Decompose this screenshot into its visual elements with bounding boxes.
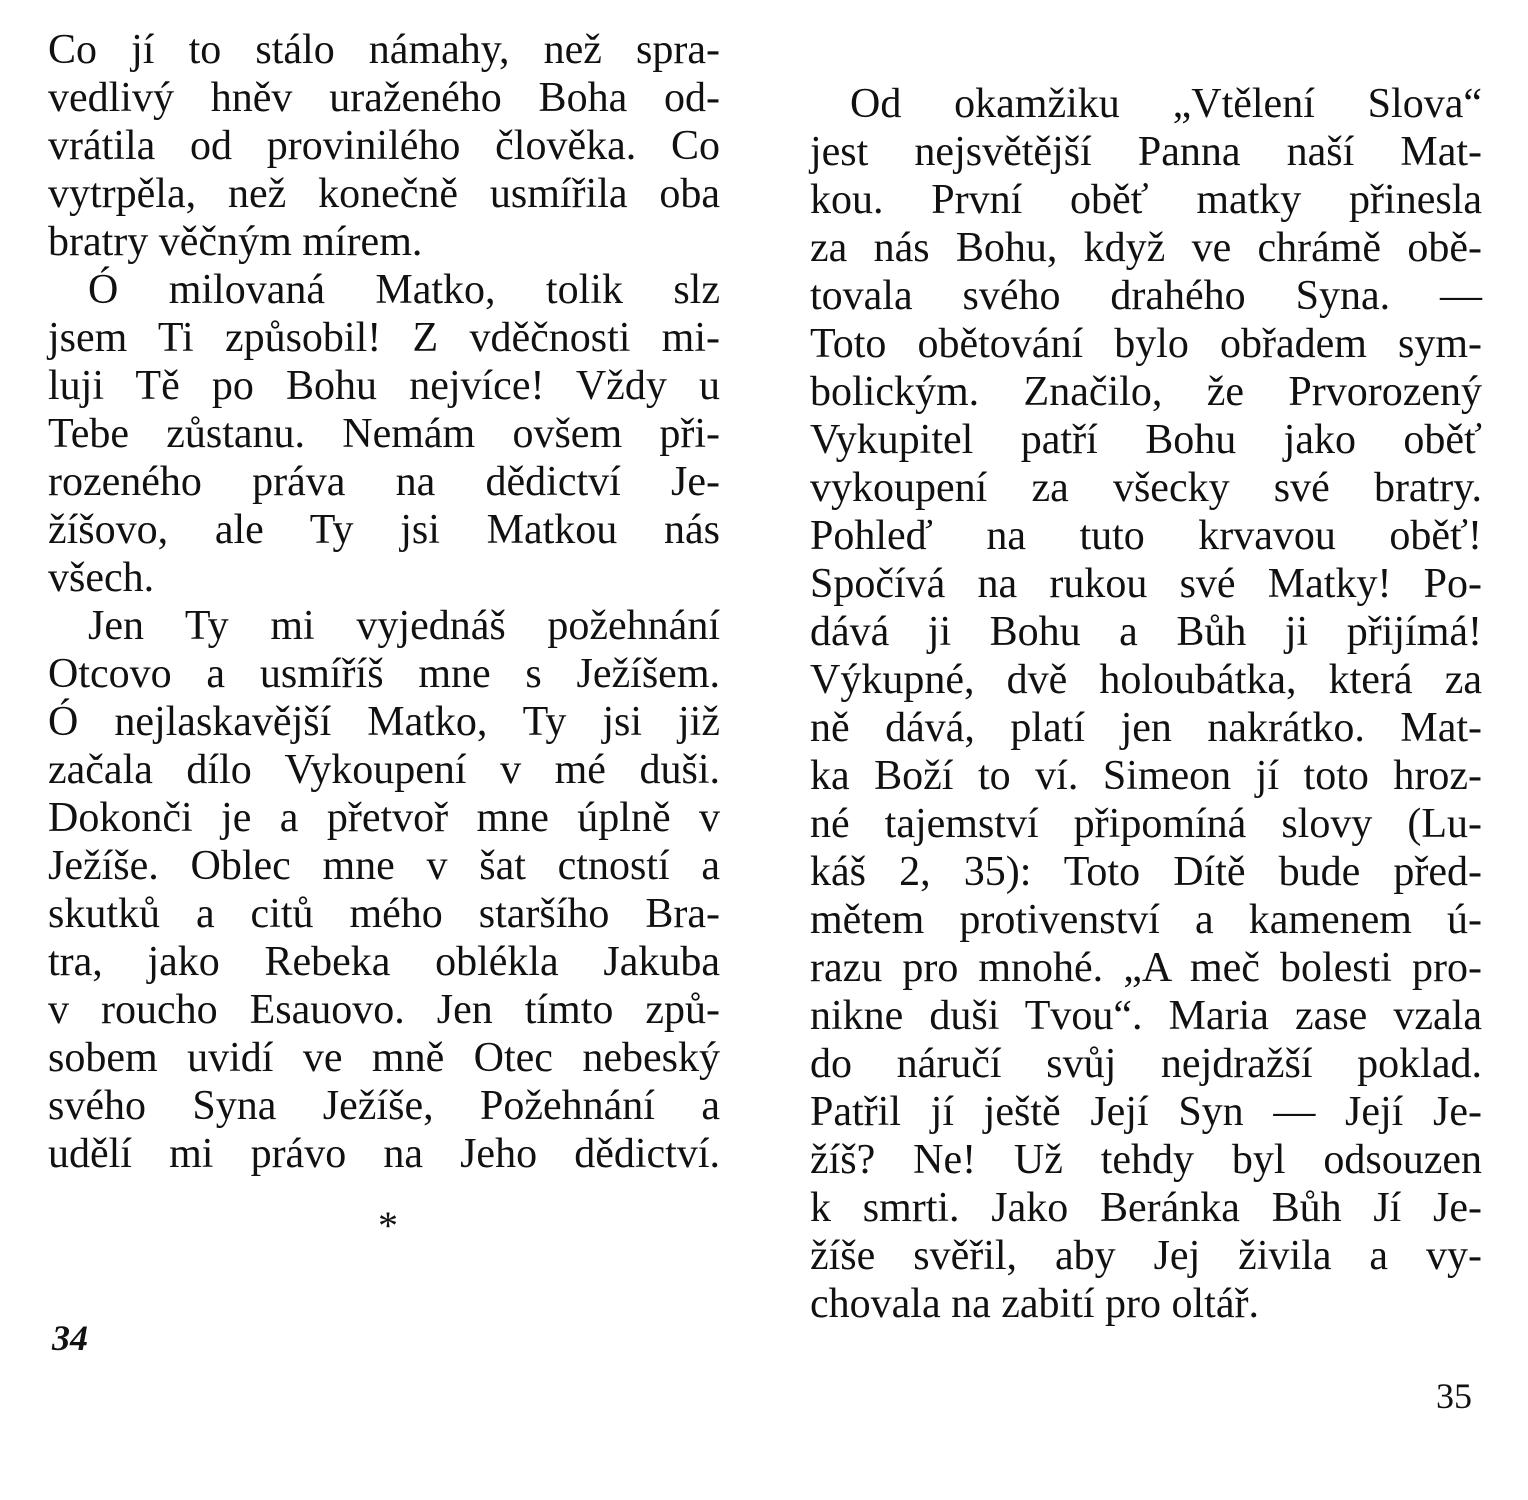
text-line: káš 2, 35): Toto Dítě bude před- <box>810 849 1482 895</box>
text-line: chovala na zabití pro oltář. <box>810 1281 1259 1327</box>
text-line: tra, jako Rebeka oblékla Jakuba <box>48 939 720 985</box>
text-line: kou. První oběť matky přinesla <box>810 177 1482 223</box>
text-line: všech. <box>48 555 155 601</box>
right-page <box>764 0 1528 1500</box>
page-number: 34 <box>52 1318 88 1358</box>
text-line: rozeného práva na dědictví Je- <box>48 459 720 505</box>
text-line: vedlivý hněv uraženého Boha od- <box>48 75 720 121</box>
text-line: Tebe zůstanu. Nemám ovšem při- <box>48 411 720 457</box>
text-line: skutků a citů mého staršího Bra- <box>48 891 720 937</box>
text-line: Co jí to stálo námahy, než spra- <box>48 27 720 73</box>
text-line: vrátila od provinilého člověka. Co <box>48 123 720 169</box>
text-line: žíš? Ne! Už tehdy byl odsouzen <box>810 1137 1482 1183</box>
text-line: žíše svěřil, aby Jej živila a vy- <box>810 1233 1482 1279</box>
text-line: luji Tě po Bohu nejvíce! Vždy u <box>48 363 720 409</box>
text-line: vykoupení za všecky své bratry. <box>810 465 1482 511</box>
text-line: Toto obětování bylo obřadem sym- <box>810 321 1482 367</box>
text-line: sobem uvidí ve mně Otec nebeský <box>48 1035 720 1081</box>
text-line: jest nejsvětější Panna naší Mat- <box>810 129 1482 175</box>
text-line: nikne duši Tvou“. Maria zase vzala <box>810 993 1482 1039</box>
text-line: Spočívá na rukou své Matky! Po- <box>810 561 1482 607</box>
text-line: ně dává, platí jen nakrátko. Mat- <box>810 705 1482 751</box>
text-line: bratry věčným mírem. <box>48 219 423 265</box>
text-line: v roucho Esauovo. Jen tímto způ- <box>48 987 720 1033</box>
text-line: Otcovo a usmíříš mne s Ježíšem. <box>48 651 720 697</box>
text-line: Pohleď na tuto krvavou oběť! <box>810 513 1482 559</box>
section-separator: * <box>378 1203 398 1248</box>
text-line: razu pro mnohé. „A meč bolesti pro- <box>810 945 1482 991</box>
text-line: k smrti. Jako Beránka Bůh Jí Je- <box>810 1185 1482 1231</box>
text-line: ka Boží to ví. Simeon jí toto hroz- <box>810 753 1482 799</box>
text-line: žíšovo, ale Ty jsi Matkou nás <box>48 507 720 553</box>
text-line: tovala svého drahého Syna. — <box>810 273 1482 319</box>
text-line: Výkupné, dvě holoubátka, která za <box>810 657 1482 703</box>
text-line: né tajemství připomíná slovy (Lu- <box>810 801 1482 847</box>
text-line: bolickým. Značilo, že Prvorozený <box>810 369 1482 415</box>
text-line: Jen Ty mi vyjednáš požehnání <box>88 603 720 649</box>
text-line: Od okamžiku „Vtělení Slova“ <box>850 81 1482 127</box>
text-line: svého Syna Ježíše, Požehnání a <box>48 1083 720 1129</box>
page-number: 35 <box>1436 1376 1472 1416</box>
text-line: Ó milovaná Matko, tolik slz <box>88 267 720 313</box>
text-line: vytrpěla, než konečně usmířila oba <box>48 171 720 217</box>
text-line: Vykupitel patří Bohu jako oběť <box>810 417 1482 463</box>
text-line: udělí mi právo na Jeho dědictví. <box>48 1131 720 1177</box>
text-line: jsem Ti způsobil! Z vděčnosti mi- <box>48 315 720 361</box>
text-line: dává ji Bohu a Bůh ji přijímá! <box>810 609 1482 655</box>
text-line: začala dílo Vykoupení v mé duši. <box>48 747 720 793</box>
text-line: mětem protivenství a kamenem ú- <box>810 897 1482 943</box>
text-line: Dokonči je a přetvoř mne úplně v <box>48 795 720 841</box>
text-line: Patřil jí ještě Její Syn — Její Je- <box>810 1089 1482 1135</box>
text-line: Ó nejlaskavější Matko, Ty jsi již <box>48 699 720 745</box>
text-line: za nás Bohu, když ve chrámě obě- <box>810 225 1482 271</box>
text-line: do náručí svůj nejdražší poklad. <box>810 1041 1482 1087</box>
text-line: Ježíše. Oblec mne v šat ctností a <box>48 843 720 889</box>
